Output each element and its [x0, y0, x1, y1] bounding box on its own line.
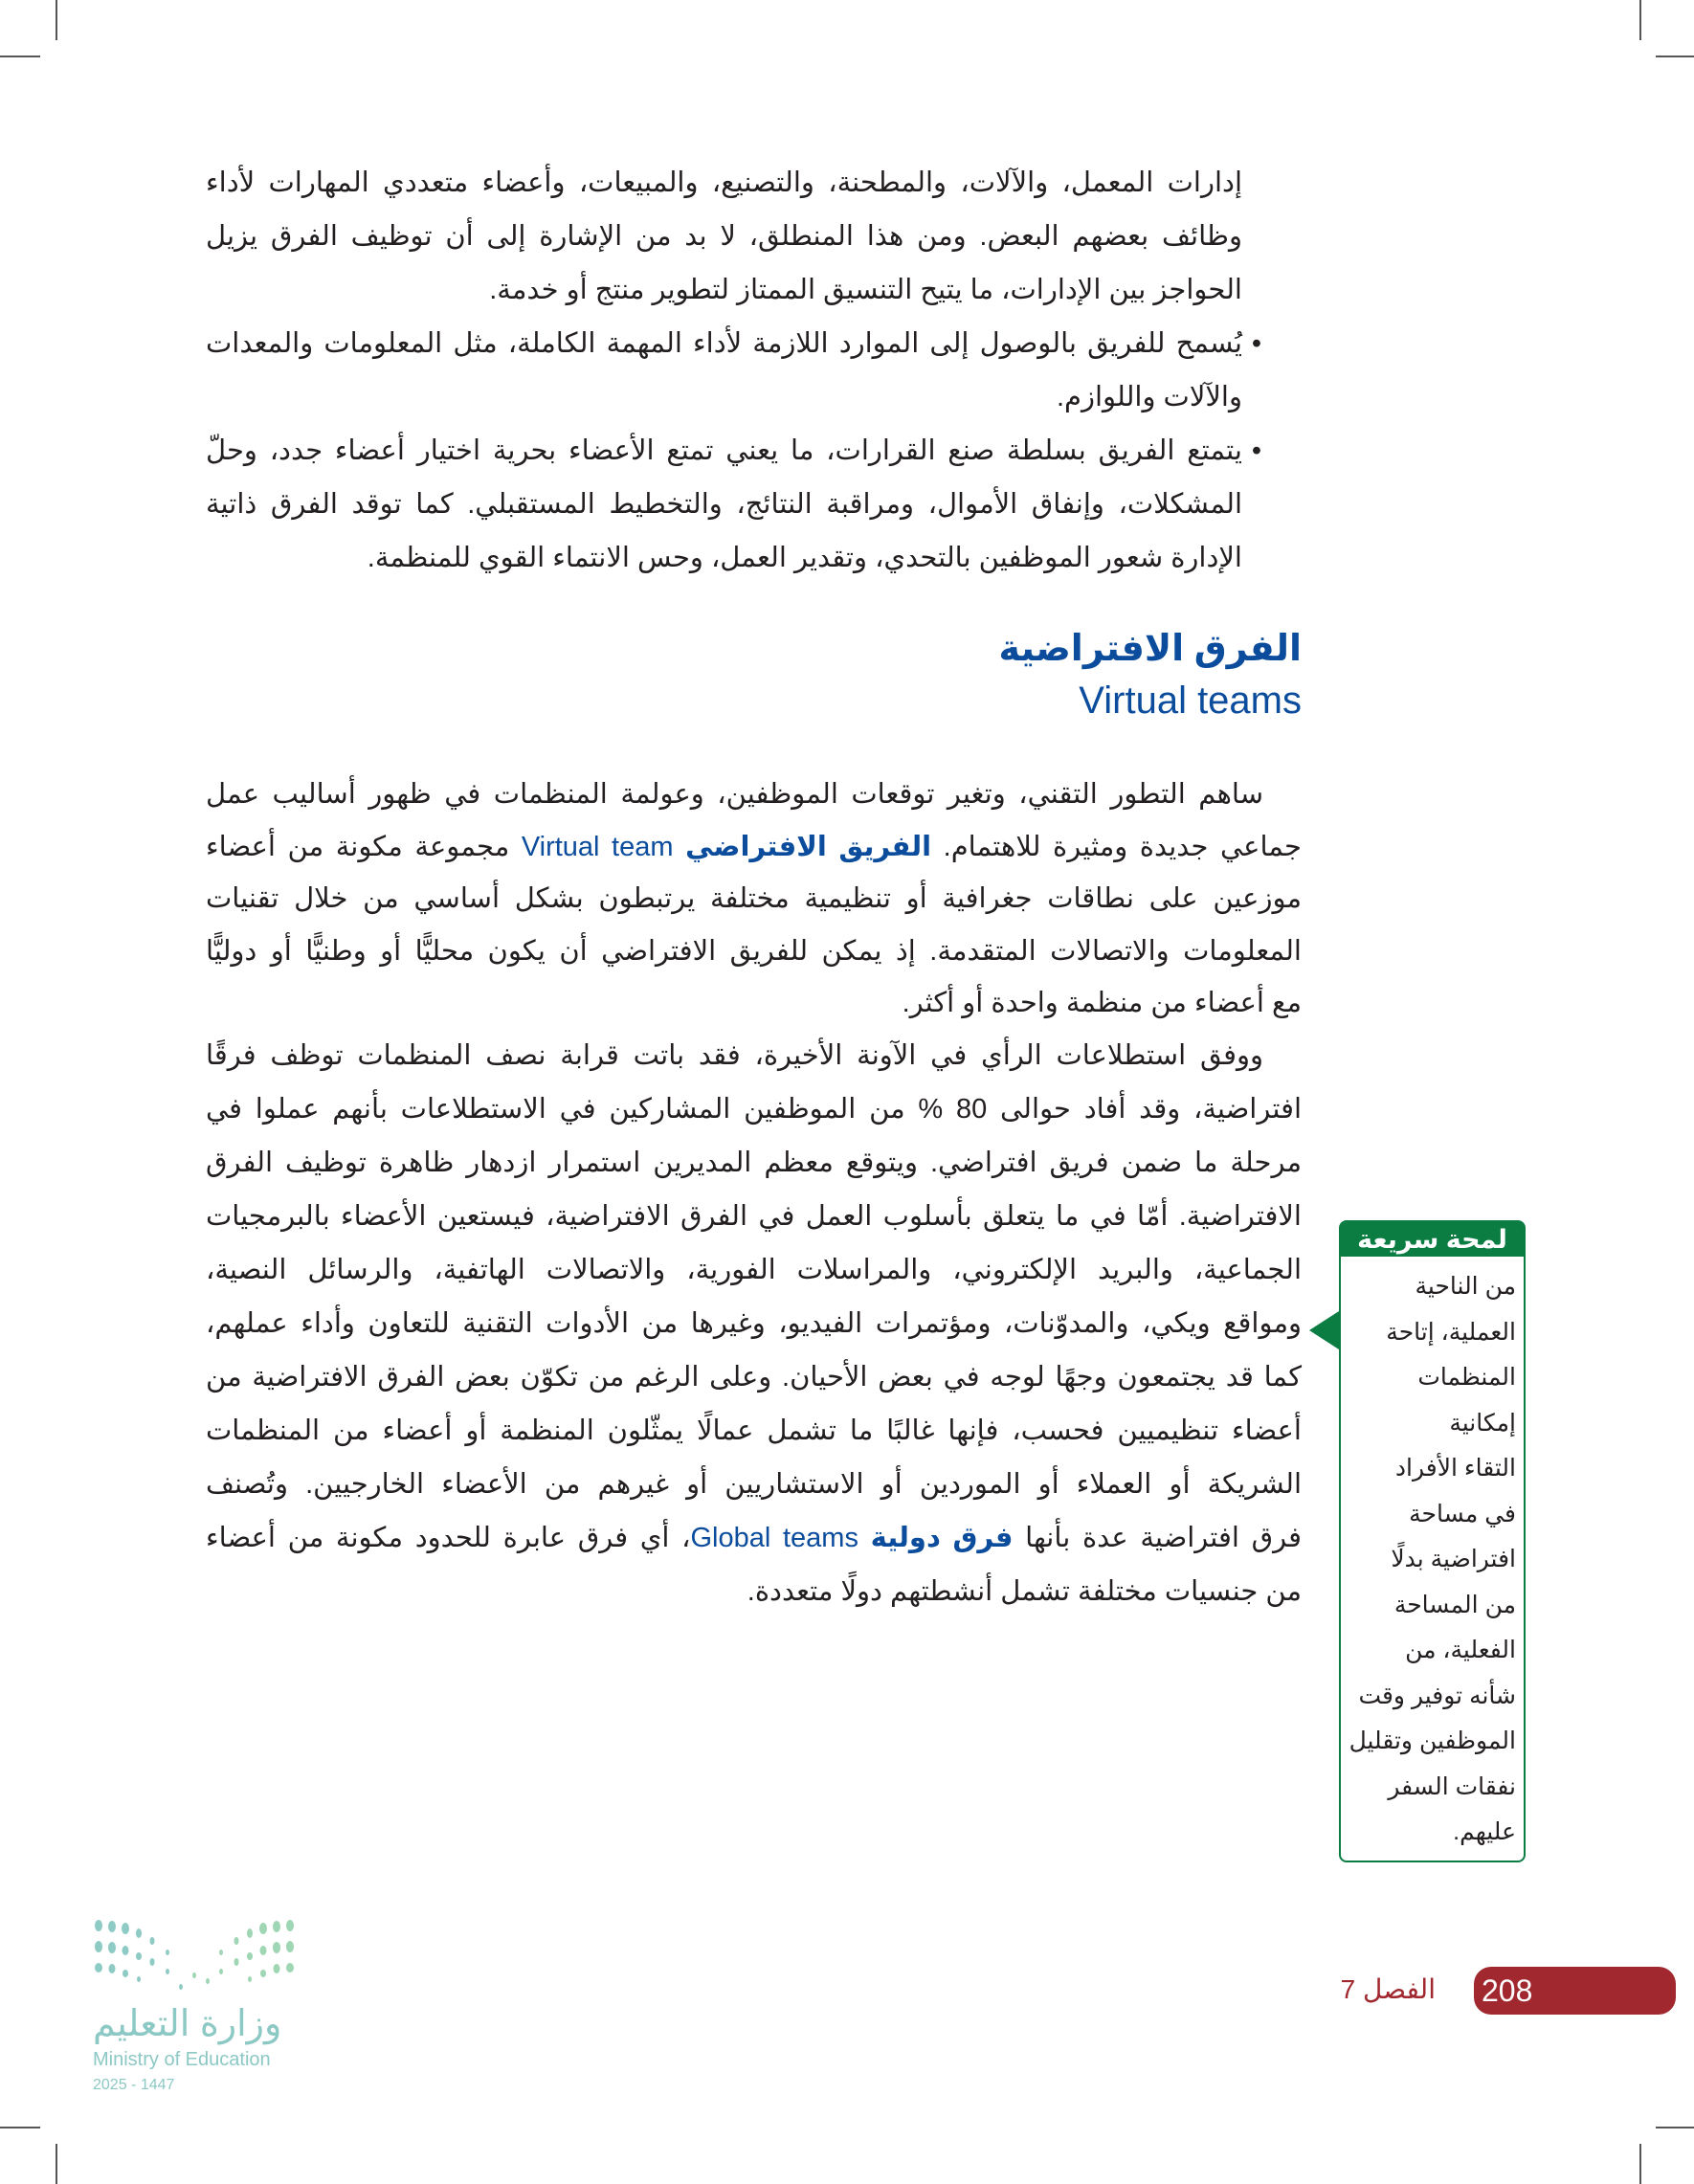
text-run: مجموعة مكونة من أعضاء [206, 831, 522, 862]
crop-mark [1639, 0, 1641, 40]
term-english: Global teams [690, 1523, 858, 1553]
body-line: إدارات المعمل، والآلات، والمطحنة، والتصنيع، والمبيعات، وأعضاء متعددي المهارات لأداء [206, 167, 1242, 198]
crop-mark [56, 0, 57, 40]
sidebar-line: إمكانية [1449, 1409, 1516, 1437]
crop-mark [1656, 2127, 1694, 2128]
body-line: الحواجز بين الإدارات، ما يتيح التنسيق الممتاز لتطوير منتج أو خدمة. [489, 275, 1242, 305]
term-arabic: الفريق الافتراضي [685, 831, 932, 862]
text-run: جماعي جديدة ومثيرة للاهتمام. [931, 831, 1302, 862]
body-line: الإدارة شعور الموظفين بالتحدي، وتقدير العمل، وحس الانتماء القوي للمنظمة. [367, 543, 1242, 573]
quick-glance-body [1341, 1257, 1524, 1856]
quick-glance-box [1339, 1220, 1526, 1862]
sidebar-line: نفقات السفر [1388, 1772, 1516, 1800]
section-heading-arabic: الفرق الافتراضية [998, 629, 1302, 669]
term-arabic: فرق دولية [870, 1523, 1014, 1553]
body-line: ومواقع ويكي، والمدوّنات، ومؤتمرات الفيديو، وغيرها من الأدوات التقنية للتعاون وأداء عملهم، [206, 1308, 1302, 1339]
ministry-name-english: Ministry of Education [93, 2049, 271, 2070]
bullet-icon: • [1251, 328, 1261, 359]
sidebar-line: المنظمات [1417, 1364, 1516, 1391]
body-line: يتمتع الفريق بسلطة صنع القرارات، ما يعني تمتع الأعضاء بحرية اختيار أعضاء جدد، وحلّ [206, 435, 1242, 466]
sidebar-line: شأنه توفير وقت [1358, 1682, 1516, 1709]
body-line: الشريكة أو العملاء أو الموردين أو الاستشاريين أو غيرهم من الأعضاء الخارجيين. وتُصنف [206, 1469, 1302, 1500]
crop-mark [1639, 2144, 1641, 2184]
text-run: فرق افتراضية عدة بأنها [1013, 1523, 1302, 1553]
sidebar-line: التقاء الأفراد [1394, 1455, 1516, 1482]
body-line: أعضاء تنظيميين فحسب، فإنها غالبًا ما تشمل عمالًا يمثّلون المنظمة أو أعضاء من المنظمات [206, 1415, 1302, 1446]
body-line: ووفق استطلاعات الرأي في الآونة الأخيرة، فقد باتت قرابة نصف المنظمات توظف فرقًا [206, 1040, 1263, 1071]
body-line: الجماعية، والبريد الإلكتروني، والمراسلات الفورية، والاتصالات الهاتفية، والرسائل النصية، [206, 1255, 1302, 1285]
term-english: Virtual team [521, 831, 674, 862]
body-line: المشكلات، وإنفاق الأموال، ومراقبة النتائج، والتخطيط المستقبلي. كما توقد الفرق ذاتية [206, 489, 1242, 520]
bullet-item [206, 424, 1261, 585]
body-line [206, 1512, 1302, 1566]
sidebar-line: عليهم. [1453, 1818, 1516, 1845]
sidebar-line: من الناحية [1415, 1273, 1516, 1300]
body-line: افتراضية، وقد أفاد حوالى 80 % من الموظفين المشاركين في الاستطلاعات بأنهم عملوا في [206, 1094, 1302, 1125]
intro-section [206, 156, 1261, 585]
chapter-label: الفصل 7 [1340, 1974, 1436, 2004]
ministry-year: 2025 - 1447 [93, 2077, 175, 2093]
sidebar-line: الموظفين وتقليل [1349, 1727, 1516, 1754]
body-line: كما قد يجتمعون وجهًا لوجه في بعض الأحيان. وعلى الرغم من تكوّن بعض الفرق الافتراضية من [206, 1362, 1302, 1393]
body-line: مرحلة ما ضمن فريق افتراضي. ويتوقع معظم المديرين استمرار ازدهار ظاهرة توظيف الفرق [206, 1148, 1302, 1178]
ministry-logo-icon [91, 1918, 301, 1995]
crop-mark [0, 2127, 40, 2128]
sidebar-pointer-icon [1309, 1311, 1339, 1349]
body-line: المعلومات والاتصالات المتقدمة. إذ يمكن للفريق الافتراضي أن يكون محليًّا أو وطنيًّا أو دوليًّا [206, 935, 1302, 967]
body-line: والآلات واللوازم. [1056, 382, 1242, 412]
crop-mark [1656, 56, 1694, 57]
sidebar-line: العملية، إتاحة [1386, 1318, 1516, 1346]
bullet-icon: • [1251, 435, 1261, 466]
crop-mark [0, 56, 40, 57]
paragraph-virtual-teams [206, 769, 1302, 1030]
body-line: يُسمح للفريق بالوصول إلى الموارد اللازمة لأداء المهمة الكاملة، مثل المعلومات والمعدات [206, 328, 1243, 359]
text-run: ، أي فرق عابرة للحدود مكونة من أعضاء [206, 1523, 691, 1553]
body-line: مع أعضاء من منظمة واحدة أو أكثر. [902, 988, 1302, 1018]
body-line [206, 821, 1302, 874]
body-line: من جنسيات مختلفة تشمل أنشطتهم دولًا متعددة. [747, 1576, 1302, 1607]
sidebar-line: الفعلية، من [1405, 1637, 1516, 1663]
body-line: ساهم التطور التقني، وتغير توقعات الموظفين، وعولمة المنظمات في ظهور أساليب عمل [206, 779, 1263, 810]
section-heading-english: Virtual teams [1079, 680, 1302, 722]
body-line: الافتراضية. أمّا في ما يتعلق بأسلوب العمل في الفرق الافتراضية، فيستعين الأعضاء بالبرمجيات [206, 1201, 1302, 1232]
ministry-name-arabic: وزارة التعليم [93, 2004, 282, 2044]
body-line: موزعين على نطاقات جغرافية أو تنظيمية مختلفة يرتبطون بشكل أساسي من خلال تقنيات [206, 883, 1302, 914]
quick-glance-title: لمحة سريعة [1341, 1222, 1524, 1257]
crop-mark [56, 2144, 57, 2184]
paragraph-survey [206, 1030, 1302, 1619]
bullet-item [206, 317, 1261, 424]
sidebar-line: افتراضية بدلًا [1391, 1546, 1516, 1572]
page-number: 208 [1482, 1973, 1533, 2008]
sidebar-line: من المساحة [1393, 1591, 1516, 1618]
sidebar-line: في مساحة [1409, 1500, 1516, 1527]
body-line: وظائف بعضهم البعض. ومن هذا المنطلق، لا بد من الإشارة إلى أن توظيف الفرق يزيل [206, 221, 1242, 252]
